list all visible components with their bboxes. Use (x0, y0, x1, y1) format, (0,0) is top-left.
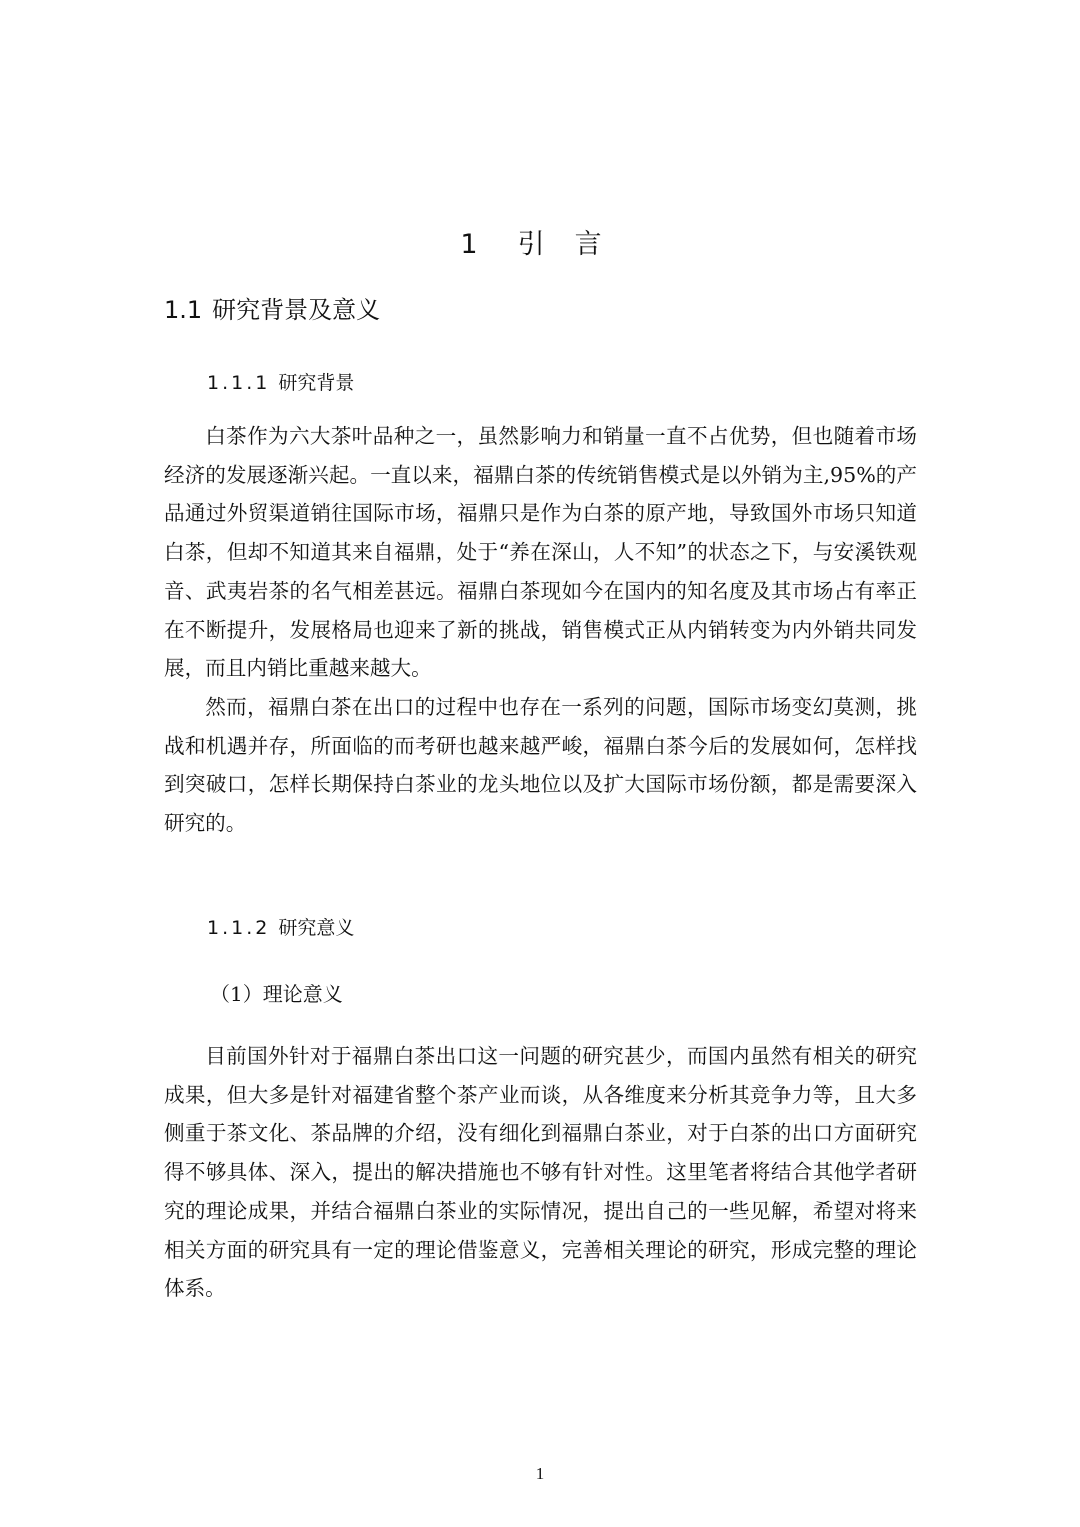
chapter-title-char: 引 (517, 229, 551, 260)
subsection-heading (207, 913, 354, 940)
chapter-title-char: 言 (574, 229, 608, 260)
body-paragraph: 然而，福鼎白茶在出口的过程中也存在一系列的问题，国际市场变幻莫测，挑战和机遇并存，所面临的而考研也越来越严峻，福鼎白茶今后的发展如何，怎样找到突破口，怎样长期保持白茶业的龙头地位以及扩大国际市场份额，都是需要深入研究的。 (164, 695, 917, 836)
subsection-number: 1.1.2 (207, 917, 271, 939)
sub-heading: （1）理论意义 (210, 982, 343, 1006)
subsection-number: 1.1.1 (207, 372, 271, 394)
page-number: 1 (535, 1464, 545, 1483)
section-number: 1.1 (164, 296, 203, 324)
chapter-title (0, 222, 1080, 261)
body-paragraph: 白茶作为六大茶叶品种之一，虽然影响力和销量一直不占优势，但也随着市场经济的发展逐渐兴起。一直以来，福鼎白茶的传统销售模式是以外销为主,95%的产品通过外贸渠道销往国际市场，福鼎只是作为白茶的原产地，导致国外市场只知道白茶，但却不知道其来自福鼎，处于“养在深山，人不知”的状态之下，与安溪铁观音、武夷岩茶的名气相差甚远。福鼎白茶现如今在国内的知名度及其市场占有率正在不断提升，发展格局也迎来了新的挑战，销售模式正从内销转变为内外销共同发展，而且内销比重越来越大。 (164, 424, 917, 681)
section-heading (164, 290, 380, 325)
chapter-number: 1 (460, 229, 484, 260)
subsection-title: 研究意义 (278, 917, 355, 939)
subsection-heading (207, 368, 354, 395)
body-paragraph: 目前国外针对于福鼎白茶出口这一问题的研究甚少，而国内虽然有相关的研究成果，但大多是针对福建省整个茶产业而谈，从各维度来分析其竞争力等，且大多侧重于茶文化、茶品牌的介绍，没有细化到福鼎白茶业，对于白茶的出口方面研究得不够具体、深入，提出的解决措施也不够有针对性。这里笔者将结合其他学者研究的理论成果，并结合福鼎白茶业的实际情况，提出自己的一些见解，希望对将来相关方面的研究具有一定的理论借鉴意义，完善相关理论的研究，形成完整的理论体系。 (164, 1044, 917, 1301)
subsection-title: 研究背景 (278, 372, 355, 394)
section-title: 研究背景及意义 (212, 296, 381, 324)
